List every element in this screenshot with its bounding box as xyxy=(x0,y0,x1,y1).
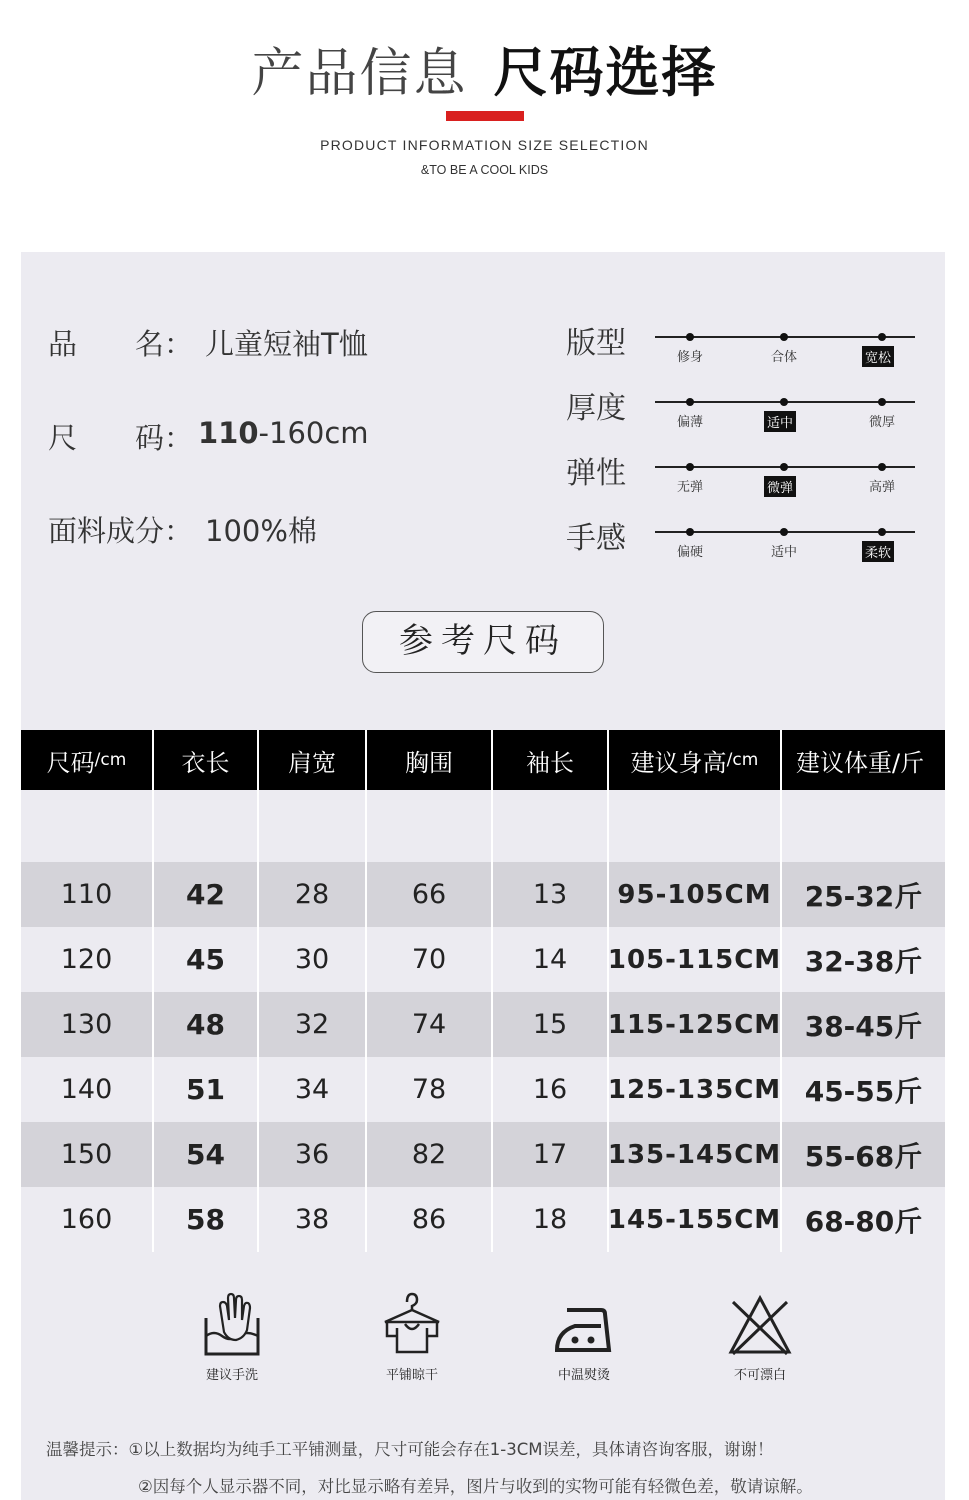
name-label: 品 名： xyxy=(48,327,194,361)
attribute-option-selected: 微弹 xyxy=(764,476,796,497)
table-spacer-row xyxy=(21,790,945,862)
care-hand-wash xyxy=(172,1292,292,1383)
name-value: 儿童短袖T恤 xyxy=(205,327,368,361)
table-row xyxy=(21,1122,945,1187)
cell-weight: 38-45斤 xyxy=(804,1009,923,1043)
attribute-option: 微厚 xyxy=(868,415,895,430)
spacer-cell xyxy=(609,790,782,862)
cell-sleeve: 17 xyxy=(493,1122,609,1187)
care-iron xyxy=(524,1292,644,1383)
header-chest: 胸围 xyxy=(367,730,493,790)
spacer-cell xyxy=(782,790,945,862)
cell-shoulder: 32 xyxy=(259,992,367,1057)
fabric-value: 100%棉 xyxy=(205,514,317,548)
cell-chest: 78 xyxy=(367,1057,493,1122)
header-height-label: 建议身高 xyxy=(630,748,727,777)
cell-size: 150 xyxy=(21,1122,154,1187)
attribute-dot xyxy=(878,333,886,341)
subtitle-en-2: &TO BE A COOL KIDS xyxy=(420,163,549,177)
cell-chest: 66 xyxy=(367,862,493,927)
attribute-name: 手感 xyxy=(566,521,626,556)
cell-length: 58 xyxy=(154,1187,259,1252)
attribute-dot xyxy=(878,528,886,536)
cell-weight: 25-32斤 xyxy=(804,879,923,913)
attribute-option-selected: 宽松 xyxy=(862,346,894,367)
cell-sleeve: 16 xyxy=(493,1057,609,1122)
page-title xyxy=(0,30,969,107)
cell-shoulder: 30 xyxy=(259,927,367,992)
attribute-name: 弹性 xyxy=(566,456,626,491)
cell-weight: 45-55斤 xyxy=(804,1074,923,1108)
note-line-2: ②因每个人显示器不同，对比显示略有差异，图片与收到的实物可能有轻微色差，敬请谅解。 xyxy=(138,1477,813,1496)
care-no-bleach xyxy=(700,1292,820,1383)
attribute-dot xyxy=(878,398,886,406)
cell-shoulder: 36 xyxy=(259,1122,367,1187)
cell-height: 95-105CM xyxy=(609,862,782,927)
cell-chest: 70 xyxy=(367,927,493,992)
cell-size: 110 xyxy=(21,862,154,927)
cell-height: 115-125CM xyxy=(609,992,782,1057)
cell-length: 51 xyxy=(154,1057,259,1122)
cell-shoulder: 38 xyxy=(259,1187,367,1252)
cell-length: 54 xyxy=(154,1122,259,1187)
title-bold: 尺码选择 xyxy=(493,41,718,104)
size-label: 尺 码： xyxy=(48,421,194,455)
hand-wash-icon xyxy=(200,1292,264,1358)
cell-height: 125-135CM xyxy=(609,1057,782,1122)
table-row xyxy=(21,992,945,1057)
header-shoulder: 肩宽 xyxy=(259,730,367,790)
table-rows xyxy=(21,862,945,1252)
no-bleach-icon xyxy=(727,1292,793,1358)
size-table-body xyxy=(21,790,945,1252)
cell-size: 120 xyxy=(21,927,154,992)
header-weight: 建议体重/斤 xyxy=(796,748,925,777)
iron-medium-icon xyxy=(551,1292,617,1358)
header-size xyxy=(21,730,154,790)
title-underline xyxy=(446,111,524,121)
cell-chest: 86 xyxy=(367,1187,493,1252)
cell-weight: 32-38斤 xyxy=(804,944,923,978)
size-value xyxy=(198,416,369,450)
subtitle-en-1: PRODUCT INFORMATION SIZE SELECTION xyxy=(320,137,649,153)
cell-size: 160 xyxy=(21,1187,154,1252)
cell-height: 135-145CM xyxy=(609,1122,782,1187)
attribute-name: 厚度 xyxy=(566,391,626,426)
attribute-option: 修身 xyxy=(676,350,703,365)
attribute-option-selected: 柔软 xyxy=(862,541,894,562)
attribute-option-selected: 适中 xyxy=(764,411,796,432)
cell-size: 140 xyxy=(21,1057,154,1122)
cell-chest: 82 xyxy=(367,1122,493,1187)
care-label: 平铺晾干 xyxy=(385,1368,438,1383)
table-row xyxy=(21,862,945,927)
title-light: 产品信息 xyxy=(251,44,468,104)
attribute-dot xyxy=(780,333,788,341)
attribute-option: 无弹 xyxy=(676,480,703,495)
spacer-cell xyxy=(367,790,493,862)
table-row xyxy=(21,1187,945,1252)
spacer-cell xyxy=(493,790,609,862)
header-height xyxy=(609,730,782,790)
cell-sleeve: 14 xyxy=(493,927,609,992)
spacer-cell xyxy=(259,790,367,862)
cell-height: 145-155CM xyxy=(609,1187,782,1252)
header-height-unit: /cm xyxy=(726,750,759,770)
attribute-dot xyxy=(878,463,886,471)
cell-weight: 55-68斤 xyxy=(804,1139,923,1173)
attribute-option: 合体 xyxy=(770,350,797,365)
attribute-option: 适中 xyxy=(770,545,797,560)
cell-size: 130 xyxy=(21,992,154,1057)
care-flat-dry xyxy=(352,1292,472,1383)
attribute-dot xyxy=(780,463,788,471)
cell-chest: 74 xyxy=(367,992,493,1057)
attribute-dot xyxy=(686,333,694,341)
header-sleeve: 袖长 xyxy=(493,730,609,790)
attribute-option: 偏薄 xyxy=(676,415,703,430)
cell-sleeve: 15 xyxy=(493,992,609,1057)
header-size-unit: /cm xyxy=(94,750,127,770)
attribute-dot xyxy=(686,528,694,536)
reference-size-button[interactable]: 参考尺码 xyxy=(362,611,604,673)
note-line-1: 温馨提示：①以上数据均为纯手工平铺测量，尺寸可能会存在1-3CM误差，具体请咨询客服，谢谢！ xyxy=(46,1440,774,1459)
cell-shoulder: 34 xyxy=(259,1057,367,1122)
attribute-dot xyxy=(780,528,788,536)
fabric-label: 面料成分： xyxy=(48,514,194,548)
cell-shoulder: 28 xyxy=(259,862,367,927)
attribute-option: 偏硬 xyxy=(676,545,703,560)
size-value-rest: -160cm xyxy=(258,416,369,450)
table-row xyxy=(21,927,945,992)
care-label: 建议手洗 xyxy=(205,1368,258,1383)
cell-length: 48 xyxy=(154,992,259,1057)
attribute-name: 版型 xyxy=(566,326,626,361)
attribute-dot xyxy=(780,398,788,406)
flat-dry-icon xyxy=(379,1292,445,1358)
care-label: 中温熨烫 xyxy=(557,1368,610,1383)
cell-length: 45 xyxy=(154,927,259,992)
attribute-dot xyxy=(686,398,694,406)
attribute-dot xyxy=(686,463,694,471)
header-length: 衣长 xyxy=(154,730,259,790)
cell-sleeve: 18 xyxy=(493,1187,609,1252)
cell-length: 42 xyxy=(154,862,259,927)
spacer-cell xyxy=(154,790,259,862)
size-value-bold: 110 xyxy=(198,416,259,450)
cell-height: 105-115CM xyxy=(609,927,782,992)
spacer-cell xyxy=(21,790,154,862)
table-row xyxy=(21,1057,945,1122)
cell-sleeve: 13 xyxy=(493,862,609,927)
cell-weight: 68-80斤 xyxy=(804,1204,923,1238)
size-table-header xyxy=(21,730,945,790)
attribute-option: 高弹 xyxy=(868,480,895,495)
header-size-label: 尺码 xyxy=(46,748,95,777)
care-label: 不可漂白 xyxy=(733,1368,786,1383)
